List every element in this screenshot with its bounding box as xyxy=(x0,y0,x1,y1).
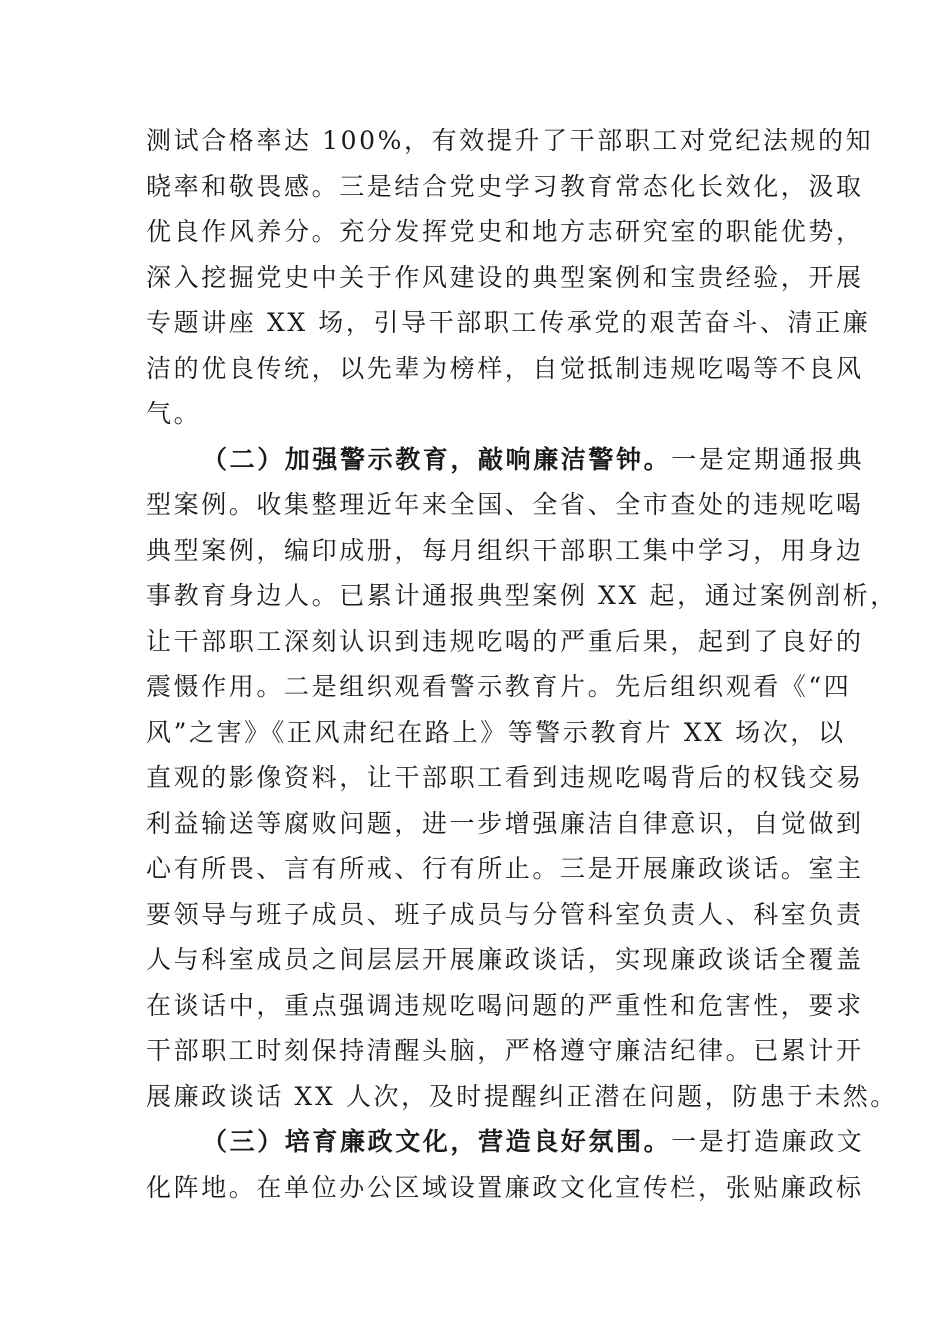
text-line: 在谈话中，重点强调违规吃喝问题的严重性和危害性，要求 xyxy=(146,990,864,1020)
document-page xyxy=(146,118,898,1210)
text-line: 干部职工时刻保持清醒头脑，严格遵守廉洁纪律。已累计开 xyxy=(146,1036,864,1065)
text-line: 化阵地。在单位办公区域设置廉政文化宣传栏，张贴廉政标 xyxy=(146,1172,864,1202)
text-line: 洁的优良传统，以先辈为榜样，自觉抵制违规吃喝等不良风 xyxy=(146,353,864,383)
text-line: 直观的影像资料，让干部职工看到违规吃喝背后的权钱交易 xyxy=(146,763,864,792)
section-heading: （二）加强警示教育，敲响廉洁警钟。 xyxy=(202,444,672,474)
text-line: 专题讲座 XX 场，引导干部职工传承党的艰苦奋斗、清正廉 xyxy=(146,308,871,337)
text-line: 展廉政谈话 XX 人次，及时提醒纠正潜在问题，防患于未然。 xyxy=(146,1081,898,1111)
section-heading: （三）培育廉政文化，营造良好氛围。 xyxy=(202,1127,672,1156)
text-line: 心有所畏、言有所戒、行有所止。三是开展廉政谈话。室主 xyxy=(146,854,864,883)
paragraph xyxy=(146,118,874,437)
paragraph-first-line xyxy=(146,1119,865,1165)
text-line: 要领导与班子成员、班子成员与分管科室负责人、科室负责 xyxy=(146,899,864,929)
text-line: 风”之害》《正风肃纪在路上》等警示教育片 XX 场次，以 xyxy=(146,717,846,747)
text-line: 让干部职工深刻认识到违规吃喝的严重后果，起到了良好的 xyxy=(146,626,864,656)
text-line: 人与科室成员之间层层开展廉政谈话，实现廉政谈话全覆盖 xyxy=(146,945,864,974)
text-line: 晓率和敬畏感。三是结合党史学习教育常态化长效化，汲取 xyxy=(146,171,864,201)
text-line: 震慑作用。二是组织观看警示教育片。先后组织观看《“四 xyxy=(146,672,852,701)
text-line: 事教育身边人。已累计通报典型案例 XX 起，通过案例剖析， xyxy=(146,581,898,610)
text-line: 典型案例，编印成册，每月组织干部职工集中学习，用身边 xyxy=(146,535,864,565)
paragraph-first-line xyxy=(146,437,865,483)
text-run: 一是打造廉政文 xyxy=(671,1127,865,1156)
text-run: 一是定期通报典 xyxy=(671,444,865,474)
paragraph xyxy=(146,437,898,1120)
text-line: 气。 xyxy=(146,399,202,428)
text-line: 型案例。收集整理近年来全国、全省、全市查处的违规吃喝 xyxy=(146,490,864,519)
text-line: 深入挖掘党史中关于作风建设的典型案例和宝贵经验，开展 xyxy=(146,262,864,292)
text-line: 测试合格率达 100%，有效提升了干部职工对党纪法规的知 xyxy=(146,126,874,155)
text-line: 利益输送等腐败问题，进一步增强廉洁自律意识，自觉做到 xyxy=(146,808,864,838)
text-line: 优良作风养分。充分发挥党史和地方志研究室的职能优势， xyxy=(146,217,864,246)
paragraph xyxy=(146,1119,865,1210)
